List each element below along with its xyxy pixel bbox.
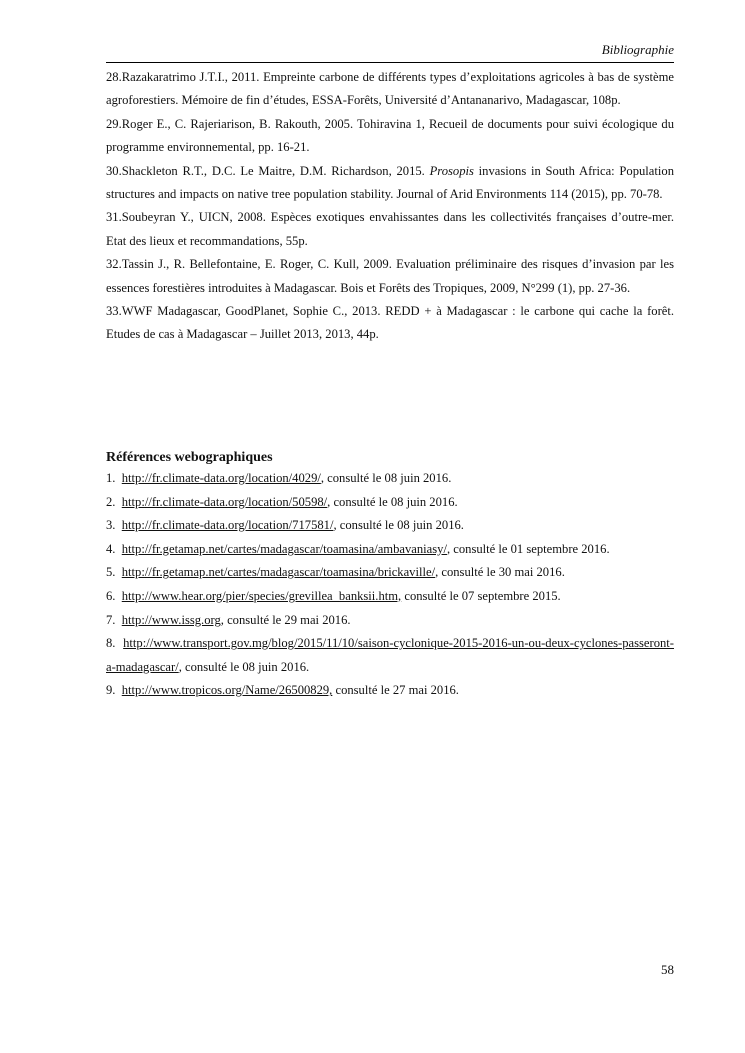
- web-reference-number: 4.: [106, 541, 116, 556]
- web-reference-number: 1.: [106, 471, 116, 485]
- web-reference-number: 9.: [106, 683, 116, 698]
- web-reference-number: 8.: [106, 636, 116, 651]
- page-number: 58: [661, 962, 674, 977]
- reference-28: 28.Razakaratrimo J.T.I., 2011. Empreinte carbone de différents types d’exploitations agricoles à bas de système agroforestiers. Mémoire de fin d’études, ESSA-Forêts, Université d’Antananarivo, Madagascar, 108p.: [106, 70, 674, 108]
- web-reference-link[interactable]: http://fr.climate-data.org/location/4029/: [121, 471, 321, 485]
- web-reference-link[interactable]: http://www.hear.org/pier/species/grevillea_banksii.htm,: [121, 588, 402, 603]
- web-reference-date: consulté le 27 mai 2016.: [332, 683, 459, 698]
- web-reference-number: 7.: [106, 612, 116, 627]
- web-reference-link[interactable]: http://fr.getamap.net/cartes/madagascar/toamasina/ambavaniasy/: [121, 541, 447, 556]
- web-reference-6: [106, 585, 674, 609]
- reference-list: [106, 66, 674, 347]
- web-reference-link[interactable]: http://fr.getamap.net/cartes/madagascar/toamasina/brickaville/: [121, 565, 436, 580]
- reference-30-end: invasions in South Africa: Population structures and impacts on native tree population stability. Journal of Arid Environments 114 (2015), pp. 70-78.: [106, 163, 674, 202]
- reference-32: 32.Tassin J., R. Bellefontaine, E. Roger, C. Kull, 2009. Evaluation préliminaire des risques d’invasion par les essences forestières introduites à Madagascar. Bois et Forêts des Tropiques, 2009, N°299 (1), pp. 27-36.: [106, 257, 674, 295]
- web-reference-1: [106, 467, 674, 491]
- web-reference-link[interactable]: http://fr.climate-data.org/location/717581/: [121, 518, 334, 533]
- web-reference-number: 2.: [106, 494, 116, 509]
- running-header: Bibliographie: [601, 42, 674, 57]
- web-reference-7: [106, 609, 674, 633]
- header-rule: [106, 62, 674, 63]
- web-reference-date: consulté le 29 mai 2016.: [223, 612, 351, 627]
- web-reference-link[interactable]: http://www.issg.org,: [121, 612, 224, 627]
- web-reference-date: , consulté le 08 juin 2016.: [178, 659, 310, 674]
- web-reference-date: consulté le 07 septembre 2015.: [401, 588, 561, 603]
- web-reference-link[interactable]: http://fr.climate-data.org/location/50598/: [121, 494, 328, 509]
- web-reference-9: [106, 679, 674, 703]
- reference-30-species: Prosopis: [429, 163, 474, 178]
- web-reference-link[interactable]: http://www.transport.gov.mg/blog/2015/11/10/saison-cyclonique-2015-2016-un-ou-deux-cyclones-passeront-a-madagascar/: [106, 636, 674, 674]
- web-reference-2: [106, 491, 674, 515]
- web-reference-date: , consulté le 01 septembre 2016.: [446, 541, 610, 556]
- section-heading: Références webographiques: [106, 450, 273, 465]
- reference-29: 29.Roger E., C. Rajeriarison, B. Rakouth, 2005. Tohiravina 1, Recueil de documents pour suivi écologique du programme environnemental, pp. 16-21.: [106, 116, 674, 155]
- reference-30: [106, 160, 674, 207]
- web-reference-date: , consulté le 08 juin 2016.: [327, 494, 458, 509]
- web-reference-number: 3.: [106, 518, 116, 533]
- web-reference-date: , consulté le 08 juin 2016.: [333, 518, 464, 533]
- web-reference-link[interactable]: http://www.tropicos.org/Name/26500829,: [121, 683, 333, 698]
- web-reference-3: [106, 514, 674, 538]
- reference-31: 31.Soubeyran Y., UICN, 2008. Espèces exotiques envahissantes dans les collectivités françaises d’outre-mer. Etat des lieux et recommandations, 55p.: [106, 210, 674, 248]
- web-reference-5: [106, 561, 674, 585]
- reference-33: 33.WWF Madagascar, GoodPlanet, Sophie C., 2013. REDD + à Madagascar : le carbone qui cache la forêt. Etudes de cas à Madagascar – Juillet 2013, 2013, 44p.: [106, 304, 674, 342]
- web-reference-date: , consulté le 30 mai 2016.: [435, 565, 565, 580]
- web-reference-number: 6.: [106, 588, 116, 603]
- web-reference-date: , consulté le 08 juin 2016.: [320, 471, 452, 485]
- web-reference-number: 5.: [106, 565, 116, 580]
- web-reference-8: [106, 632, 674, 679]
- web-reference-4: [106, 538, 674, 562]
- web-reference-list: [106, 467, 674, 703]
- reference-30-start: 30.Shackleton R.T., D.C. Le Maitre, D.M. Richardson, 2015.: [106, 163, 430, 178]
